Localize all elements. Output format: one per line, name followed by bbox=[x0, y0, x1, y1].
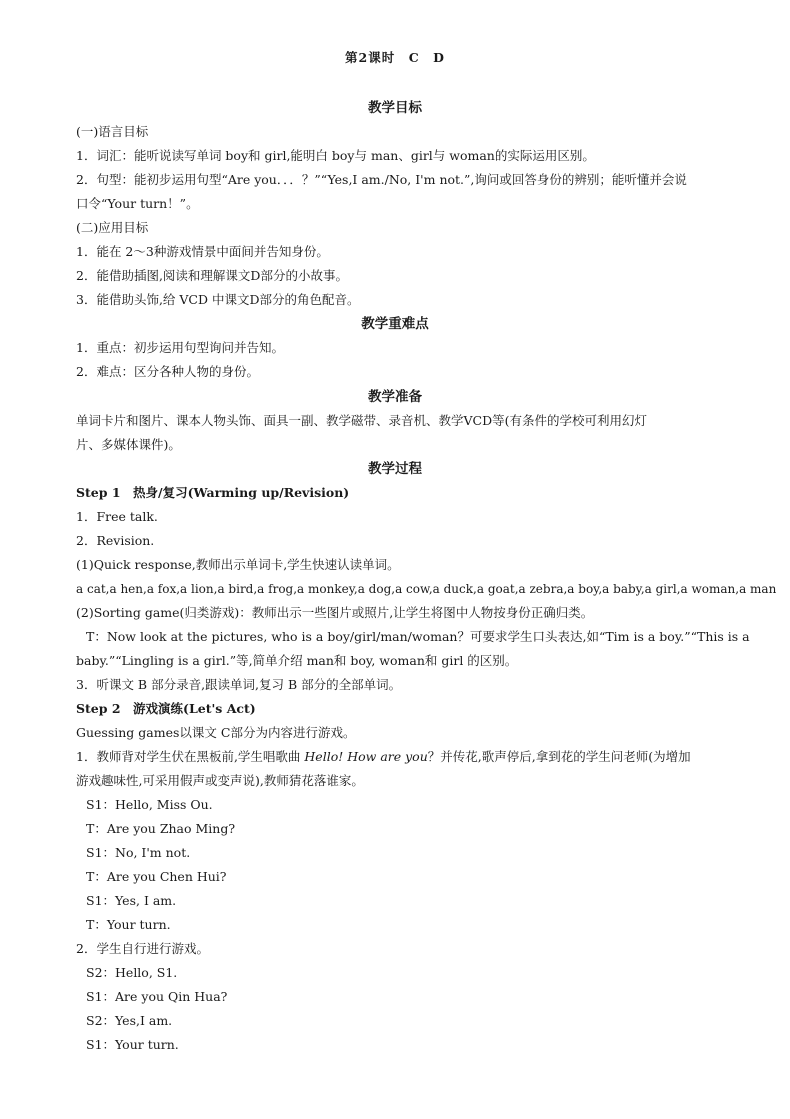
dialogue-line: S2：Yes,I am. bbox=[86, 1013, 173, 1028]
step2-heading bbox=[76, 701, 746, 717]
application-goal-2: 2．能借助插图,阅读和理解课文D部分的小故事。 bbox=[76, 268, 348, 283]
step1-listen: 3．听课文 B 部分录音,跟读单词,复习 B 部分的全部单词。 bbox=[76, 677, 402, 692]
step2-heading-english: Let's Act bbox=[188, 701, 250, 716]
step1-teacher-line2: baby.”“Lingling is a girl.”等,简单介绍 man和 boy, woman和 girl 的区别。 bbox=[76, 653, 518, 668]
goals-heading: 教学目标 bbox=[368, 100, 422, 116]
step2-instruction-pre: 1．教师背对学生伏在黑板前,学生唱歌曲 bbox=[76, 749, 305, 764]
language-goals-label: (一)语言目标 bbox=[76, 124, 149, 139]
application-goals-label: (二)应用目标 bbox=[76, 220, 149, 235]
key-points-heading: 教学重难点 bbox=[361, 316, 429, 332]
step2-instruction-line2: 游戏趣味性,可采用假声或变声说),教师猜花落谁家。 bbox=[76, 773, 364, 788]
step2-intro: Guessing games以课文 C部分为内容进行游戏。 bbox=[76, 725, 356, 740]
key-point-1: 1．重点：初步运用句型询问并告知。 bbox=[76, 340, 284, 355]
step1-heading-suffix: ) bbox=[343, 485, 350, 500]
step1-free-talk: 1．Free talk. bbox=[76, 509, 158, 524]
application-goal-3: 3．能借助头饰,给 VCD 中课文D部分的角色配音。 bbox=[76, 292, 360, 307]
process-heading: 教学过程 bbox=[368, 461, 422, 477]
step2-heading-prefix: Step 2 游戏演练( bbox=[76, 701, 189, 716]
key-point-2: 2．难点：区分各种人物的身份。 bbox=[76, 364, 259, 379]
dialogue-line: S1：Are you Qin Hua? bbox=[86, 989, 228, 1004]
step1-heading-english: Warming up/Revision bbox=[193, 485, 344, 500]
step2-instruction-post: ？并传花,歌声停后,拿到花的学生问老师(为增加 bbox=[427, 749, 691, 764]
preparation-line1: 单词卡片和图片、课本人物头饰、面具一副、教学磁带、录音机、教学VCD等(有条件的学校可利用幻灯 bbox=[76, 413, 647, 428]
preparation-heading: 教学准备 bbox=[368, 389, 422, 405]
dialogue-line: S1：Your turn. bbox=[86, 1037, 179, 1052]
step2-heading-suffix: ) bbox=[249, 701, 256, 716]
step2-instruction-line1 bbox=[76, 749, 746, 765]
dialogue-line: T：Your turn. bbox=[86, 917, 171, 932]
step1-sorting-game: (2)Sorting game(归类游戏)：教师出示一些图片或照片,让学生将图中人物按身份正确归类。 bbox=[76, 605, 594, 620]
step1-quick-response: (1)Quick response,教师出示单词卡,学生快速认读单词。 bbox=[76, 557, 400, 572]
goal-sentence-line1: 2．句型：能初步运用句型“Are you．．．？”“Yes,I am./No, I'm not.”,询问或回答身份的辨别；能听懂并会说 bbox=[76, 172, 687, 187]
dialogue-line: T：Are you Chen Hui? bbox=[86, 869, 227, 884]
dialogue-line: S1：Hello, Miss Ou. bbox=[86, 797, 213, 812]
preparation-line2: 片、多媒体课件)。 bbox=[76, 437, 181, 452]
step1-teacher-line1: T：Now look at the pictures, who is a boy/girl/man/woman？可要求学生口头表达,如“Tim is a boy.”“This is a bbox=[86, 629, 750, 644]
dialogue-line: T：Are you Zhao Ming? bbox=[86, 821, 236, 836]
step1-heading bbox=[76, 485, 746, 501]
goal-vocab: 1．词汇：能听说读写单词 boy和 girl,能明白 boy与 man、girl与 woman的实际运用区别。 bbox=[76, 148, 595, 163]
dialogue-line: S2：Hello, S1. bbox=[86, 965, 178, 980]
step2-student-game: 2．学生自行进行游戏。 bbox=[76, 941, 209, 956]
lesson-header: 第2课时 C D bbox=[345, 50, 445, 65]
goal-sentence-line2: 口令“Your turn！”。 bbox=[76, 196, 199, 211]
application-goal-1: 1．能在 2～3种游戏情景中面间并告知身份。 bbox=[76, 244, 329, 259]
step1-word-list: a cat,a hen,a fox,a lion,a bird,a frog,a monkey,a dog,a cow,a duck,a goat,a zebra,a boy,a baby,a girl,a woman,a man bbox=[76, 582, 777, 596]
dialogue-line: S1：No, I'm not. bbox=[86, 845, 191, 860]
step1-revision: 2．Revision. bbox=[76, 533, 155, 548]
dialogue-line: S1：Yes, I am. bbox=[86, 893, 177, 908]
step1-heading-prefix: Step 1 热身/复习( bbox=[76, 485, 194, 500]
song-title: Hello! How are you bbox=[304, 749, 428, 764]
